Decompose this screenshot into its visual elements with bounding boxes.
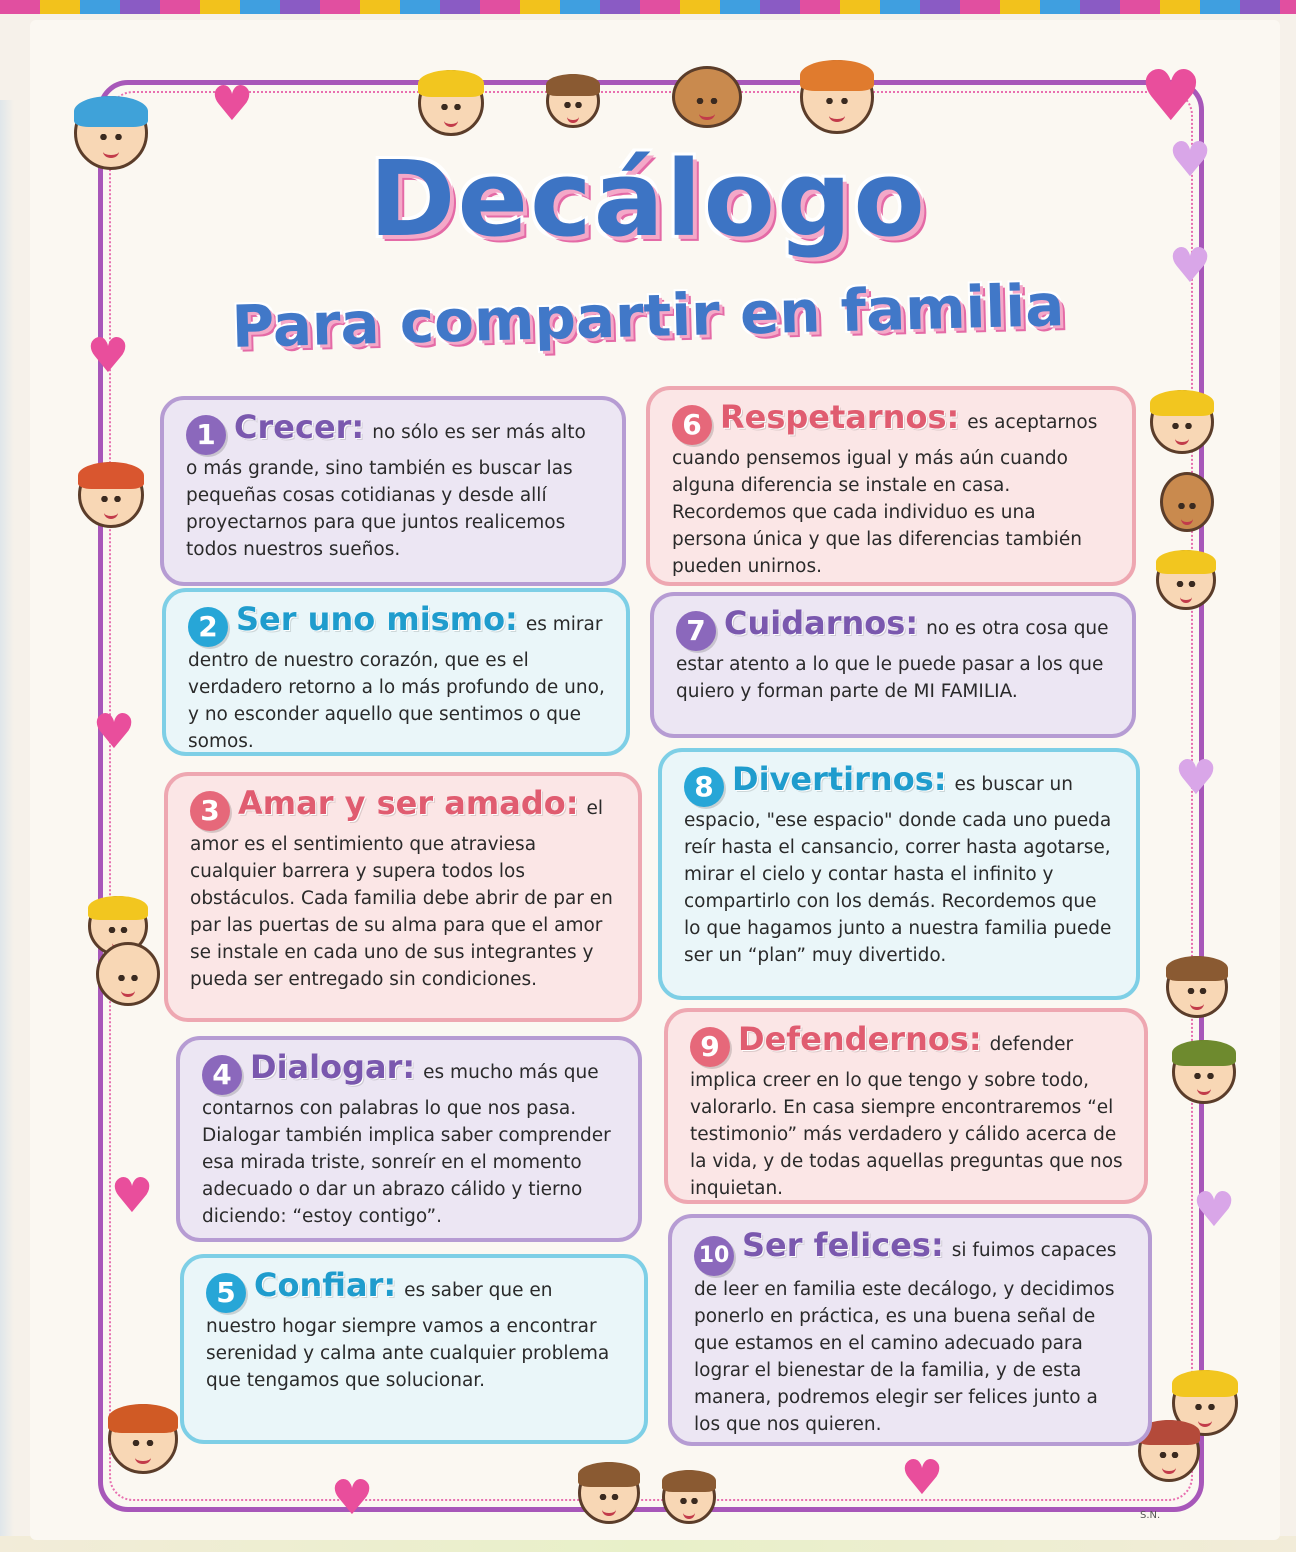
- page-subtitle: Para compartir en familia: [230, 271, 1066, 361]
- heart-icon: ♥: [1168, 238, 1212, 294]
- heart-icon: ♥: [210, 76, 254, 132]
- kid-icon: [1166, 956, 1228, 1018]
- item-text: si fuimos capaces de leer en familia este decálogo, y decidimos ponerlo en práctica, es una buena señal de que estamos en el camino adecuado para lograr el bienestar de la familia, y de esta manera, podremos elegir ser felices junto a los que nos quieren.: [694, 1240, 1117, 1435]
- blonde-kid-icon: [1150, 390, 1214, 454]
- heart-icon: ♥: [92, 704, 136, 760]
- item-text: no sólo es ser más alto o más grande, sino también es buscar las pequeñas cosas cotidianas y desde allí proyectarnos para que juntos realicemos todos nuestros sueños.: [186, 422, 586, 560]
- heart-icon: ♥: [330, 1470, 374, 1526]
- item-heading: Ser felices:: [742, 1226, 944, 1264]
- item-number-badge: 6: [672, 405, 712, 445]
- artist-signature: S.N.: [1140, 1510, 1161, 1521]
- item-heading: Ser uno mismo:: [236, 600, 518, 638]
- teddy-bear-icon: [1160, 472, 1214, 532]
- decalogue-item-8: [658, 748, 1140, 1000]
- kid-icon: [800, 60, 874, 134]
- item-number-badge: 8: [684, 767, 724, 807]
- item-heading: Cuidarnos:: [724, 604, 919, 642]
- item-heading: Defendernos:: [738, 1020, 982, 1058]
- kid-icon: [662, 1470, 716, 1524]
- item-number-badge: 5: [206, 1273, 246, 1313]
- decalogue-item-9: [664, 1008, 1148, 1204]
- item-text: es buscar un espacio, "ese espacio" donde cada uno pueda reír hasta el cansancio, correr hasta agotarse, mirar el cielo y contar hasta el infinito y compartirlo con los demás. Recordemos que lo que hagamos junto a nuestra familia puede ser un “plan” muy divertido.: [684, 774, 1112, 966]
- heart-icon: ♥: [86, 328, 130, 384]
- heart-icon: ♥: [900, 1450, 944, 1506]
- item-heading: Divertirnos:: [732, 760, 947, 798]
- kid-icon: [1156, 550, 1216, 610]
- smiling-heart-icon: ♥: [1139, 55, 1203, 137]
- item-heading: Crecer:: [234, 408, 365, 446]
- heart-icon: ♥: [110, 1168, 154, 1224]
- item-text: es mirar dentro de nuestro corazón, que es el verdadero retorno a lo más profundo de uno, y no esconder aquello que sentimos o que somos.: [188, 614, 605, 752]
- decalogue-item-3: [164, 772, 642, 1022]
- heart-icon: ♥: [1168, 132, 1212, 188]
- item-text: defender implica creer en lo que tengo y sobre todo, valorarlo. En casa siempre encontraremos “el testimonio” más verdadero y cálido acerca de la vida, y de todas aquellas preguntas que nos inquietan.: [690, 1034, 1123, 1199]
- item-number-badge: 2: [188, 607, 228, 647]
- decalogue-item-6: [646, 386, 1136, 586]
- decalogue-item-10: [668, 1214, 1152, 1446]
- item-text: no es otra cosa que estar atento a lo que le puede pasar a los que quiero y forman parte de MI FAMILIA.: [676, 618, 1109, 702]
- decalogue-item-4: [176, 1036, 642, 1242]
- item-number-badge: 9: [690, 1027, 730, 1067]
- item-text: el amor es el sentimiento que atraviesa cualquier barrera y supera todos los obstáculos. Cada familia debe abrir de par en par las puertas de su alma para que el amor se instale en cada uno de sus integrantes y pueda ser entregado sin condiciones.: [190, 798, 613, 990]
- heart-icon: ♥: [1174, 750, 1218, 806]
- page-title: Decálogo: [369, 138, 927, 260]
- kid-icon: [546, 74, 600, 128]
- kid-icon: [578, 1462, 640, 1524]
- kid-with-house-icon: [108, 1404, 178, 1474]
- blonde-kid-icon: [418, 70, 484, 136]
- baby-icon: [96, 942, 160, 1006]
- decalogue-item-5: [180, 1254, 648, 1444]
- item-text: es aceptarnos cuando pensemos igual y más aún cuando alguna diferencia se instale en casa. Recordemos que cada individuo es una persona única y que las diferencias también pueden unirnos.: [672, 412, 1098, 577]
- puppy-icon: [672, 66, 742, 128]
- item-number-badge: 4: [202, 1055, 242, 1095]
- top-color-strip: [0, 0, 1296, 14]
- item-number-badge: 7: [676, 611, 716, 651]
- item-heading: Amar y ser amado:: [238, 784, 579, 822]
- heart-icon: ♥: [1192, 1182, 1236, 1238]
- decalogue-item-2: [162, 588, 630, 756]
- item-number-badge: 1: [186, 415, 226, 455]
- item-heading: Dialogar:: [250, 1048, 416, 1086]
- item-number-badge: 3: [190, 791, 230, 831]
- item-heading: Respetarnos:: [720, 398, 960, 436]
- girl-with-heart-icon: [78, 462, 144, 528]
- item-number-badge: 10: [694, 1236, 734, 1276]
- kid-icon: [1172, 1040, 1236, 1104]
- decalogue-item-1: [160, 396, 626, 586]
- item-heading: Confiar:: [254, 1266, 397, 1304]
- decalogue-item-7: [650, 592, 1136, 738]
- item-text: es saber que en nuestro hogar siempre vamos a encontrar serenidad y calma ante cualquier problema que tengamos que solucionar.: [206, 1280, 610, 1391]
- item-text: es mucho más que contarnos con palabras lo que nos pasa. Dialogar también implica saber comprender esa mirada triste, sonreír en el momento adecuado o dar un abrazo cálido y tierno diciendo: “estoy contigo”.: [202, 1062, 611, 1227]
